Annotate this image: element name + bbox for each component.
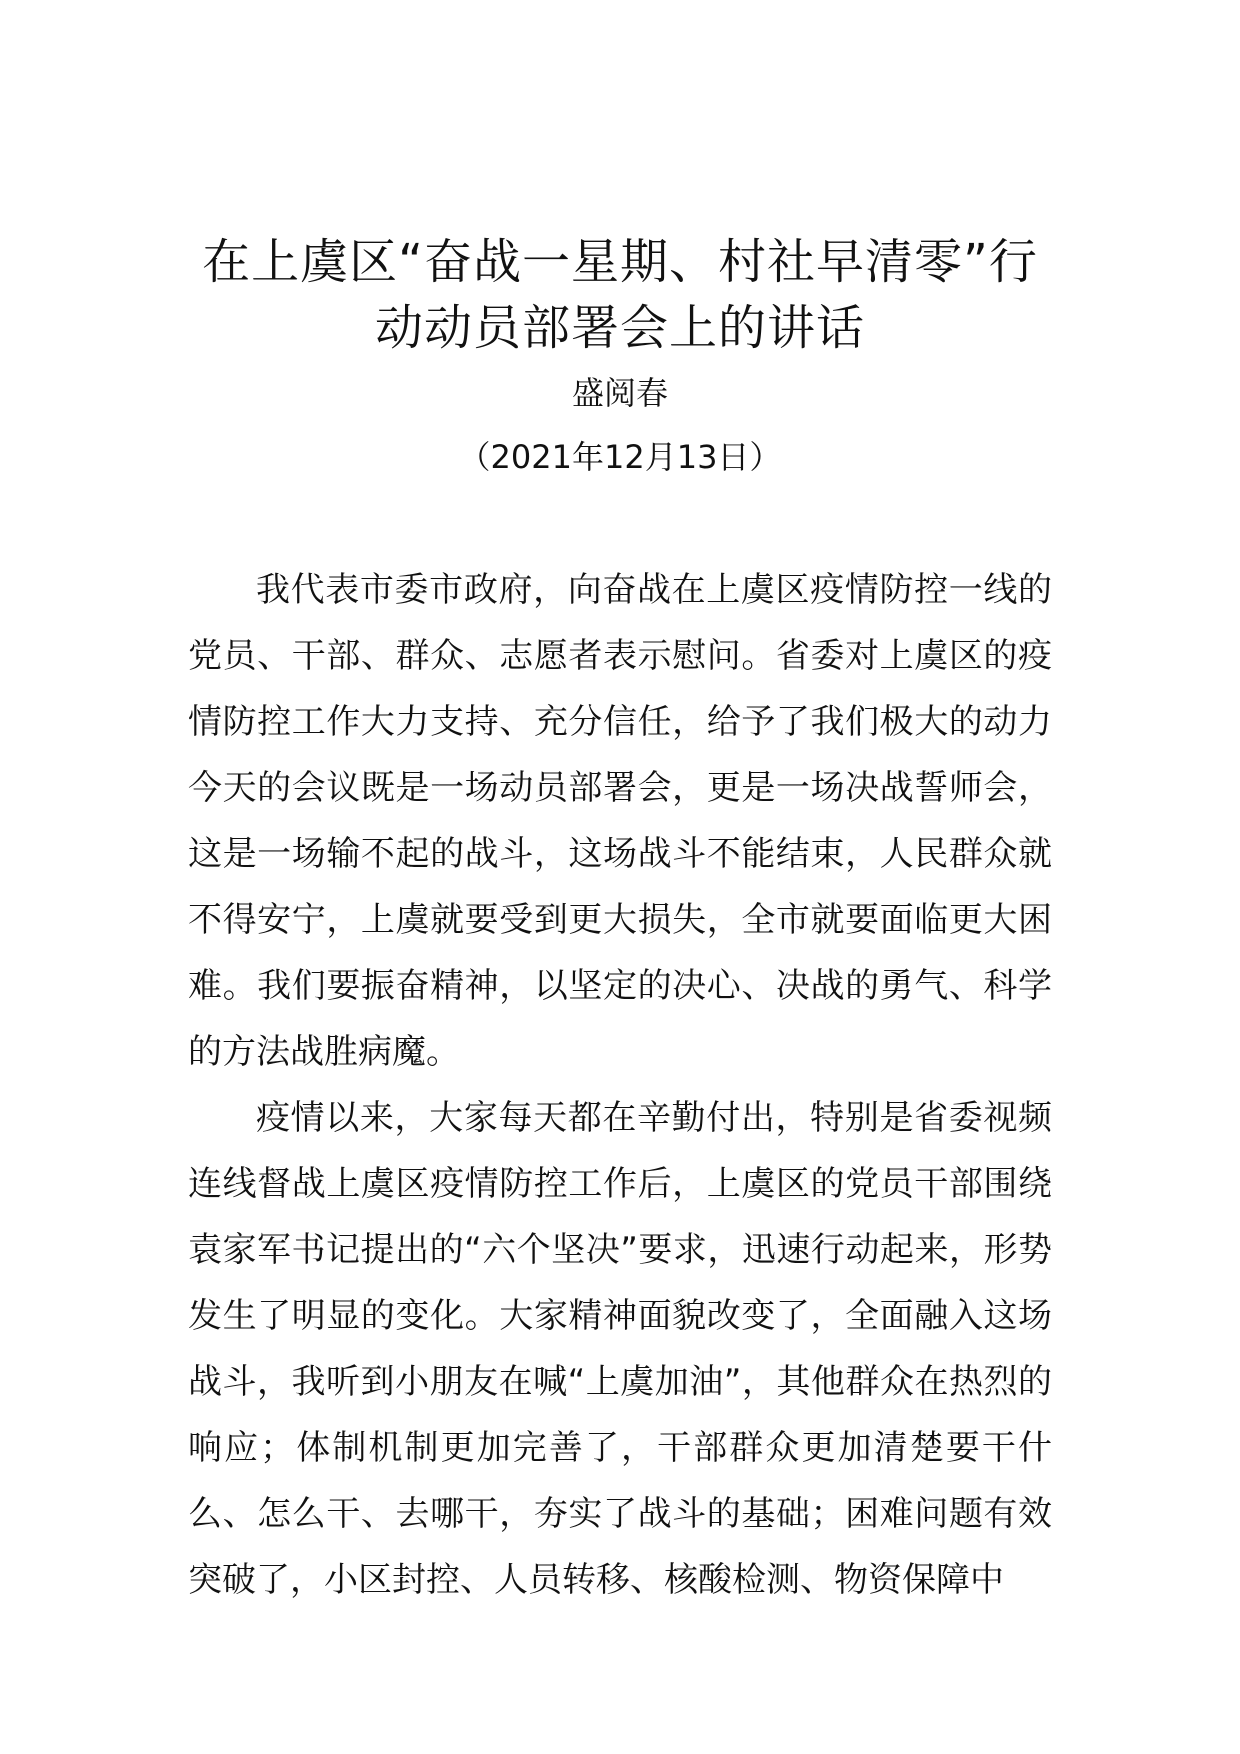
paragraph-1: 我代表市委市政府，向奋战在上虞区疫情防控一线的党员、干部、群众、志愿者表示慰问。省委对上虞区的疫情防控工作大力支持、充分信任，给予了我们极大的动力今天的会议既是一场动员部署会，更是一场决战誓师会，这是一场输不起的战斗，这场战斗不能结束，人民群众就不得安宁，上虞就要受到更大损失，全市就要面临更大困难。我们要振奋精神，以坚定的决心、决战的勇气、科学的方法战胜病魔。 — [188, 570, 1052, 1072]
author: 盛阅春 — [571, 374, 668, 412]
speech-date: （2021年12月13日） — [458, 438, 782, 476]
title-line-2: 动动员部署会上的讲话 — [374, 300, 865, 356]
body-text — [188, 557, 1052, 1613]
title-line-1: 在上虞区“奋战一星期、村社早清零”行 — [202, 234, 1038, 290]
paragraph-2: 疫情以来，大家每天都在辛勤付出，特别是省委视频连线督战上虞区疫情防控工作后，上虞区的党员干部围绕袁家军书记提出的“六个坚决”要求，迅速行动起来，形势发生了明显的变化。大家精神面貌改变了，全面融入这场战斗，我听到小朋友在喊“上虞加油”，其他群众在热烈的响应；体制机制更加完善了，干部群众更加清楚要干什么、怎么干、去哪干，夯实了战斗的基础；困难问题有效突破了，小区封控、人员转移、核酸检测、物资保障中 — [188, 1098, 1052, 1600]
